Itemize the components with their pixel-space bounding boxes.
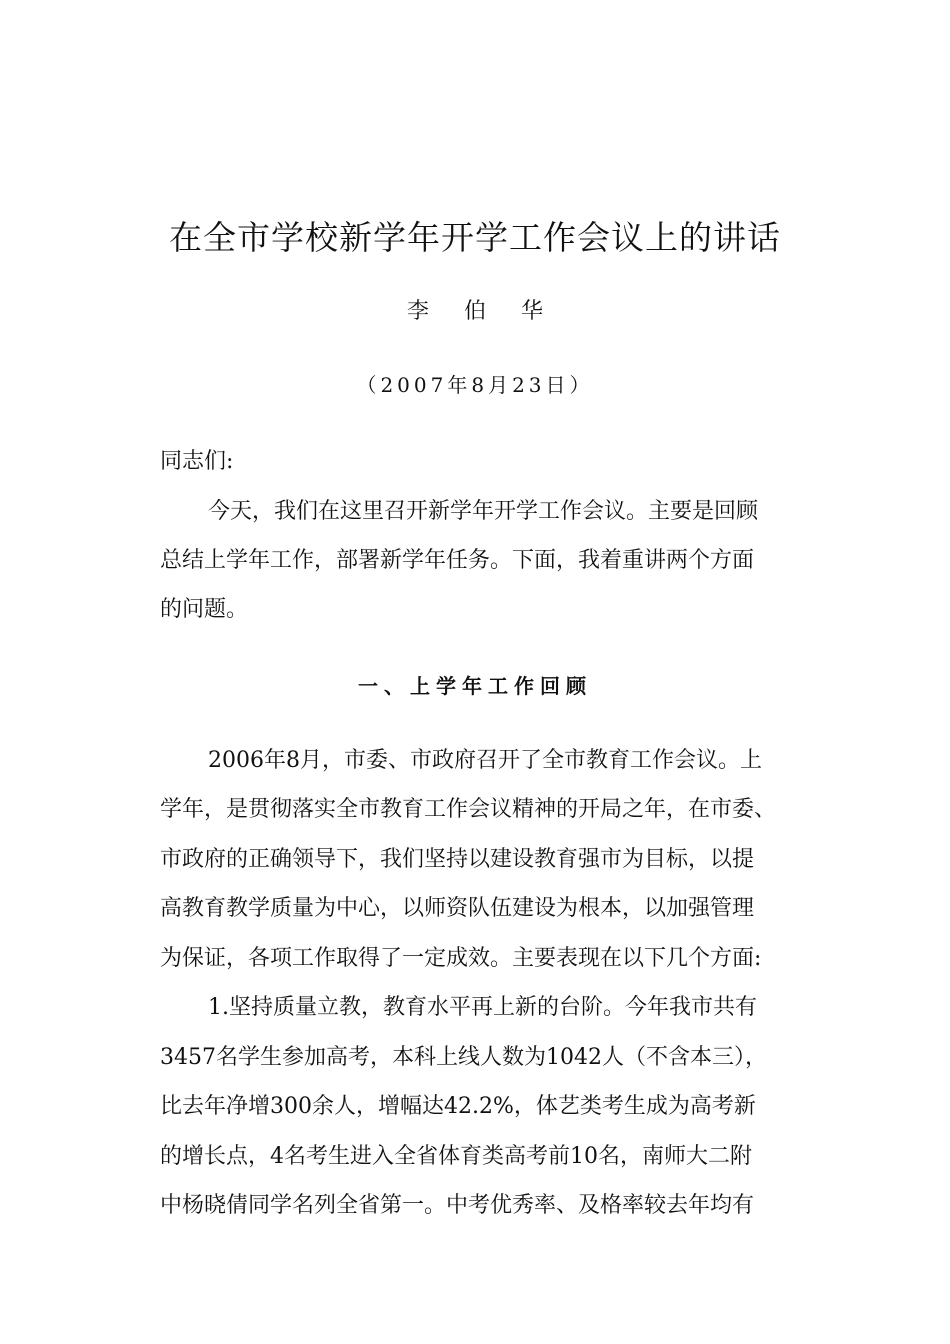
paragraph-line: 比去年净增300余人，增幅达42.2%，体艺类考生成为高考新 xyxy=(160,1094,756,1119)
paragraph-line: 市政府的正确领导下，我们坚持以建设教育强市为目标，以提 xyxy=(160,847,755,872)
paragraph-line: 学年，是贯彻落实全市教育工作会议精神的开局之年，在市委、 xyxy=(160,797,777,822)
speech-date: （2007年8月23日） xyxy=(356,373,594,397)
paragraph-line: 今天，我们在这里召开新学年开学工作会议。主要是回顾 xyxy=(208,499,759,524)
paragraph-line: 中杨晓倩同学名列全省第一。中考优秀率、及格率较去年均有 xyxy=(160,1193,755,1218)
section-heading: 一、上学年工作回顾 xyxy=(358,674,592,698)
salutation: 同志们: xyxy=(160,449,234,474)
paragraph-line: 2006年8月，市委、市政府召开了全市教育工作会议。上 xyxy=(208,748,762,773)
paragraph-line: 的增长点，4名考生进入全省体育类高考前10名，南师大二附 xyxy=(160,1144,752,1169)
author-name: 李 伯 华 xyxy=(407,299,557,324)
paragraph-line: 总结上学年工作，部署新学年任务。下面，我着重讲两个方面 xyxy=(160,548,755,573)
paragraph-line: 为保证，各项工作取得了一定成效。主要表现在以下几个方面: xyxy=(160,946,762,971)
document-title: 在全市学校新学年开学工作会议上的讲话 xyxy=(169,218,781,257)
paragraph-line: 1.坚持质量立教，教育水平再上新的台阶。今年我市共有 xyxy=(208,995,757,1020)
paragraph-line: 的问题。 xyxy=(160,597,249,622)
paragraph-line: 3457名学生参加高考，本科上线人数为1042人（不含本三）， xyxy=(160,1045,767,1070)
paragraph-line: 高教育教学质量为中心，以师资队伍建设为根本，以加强管理 xyxy=(160,896,755,921)
